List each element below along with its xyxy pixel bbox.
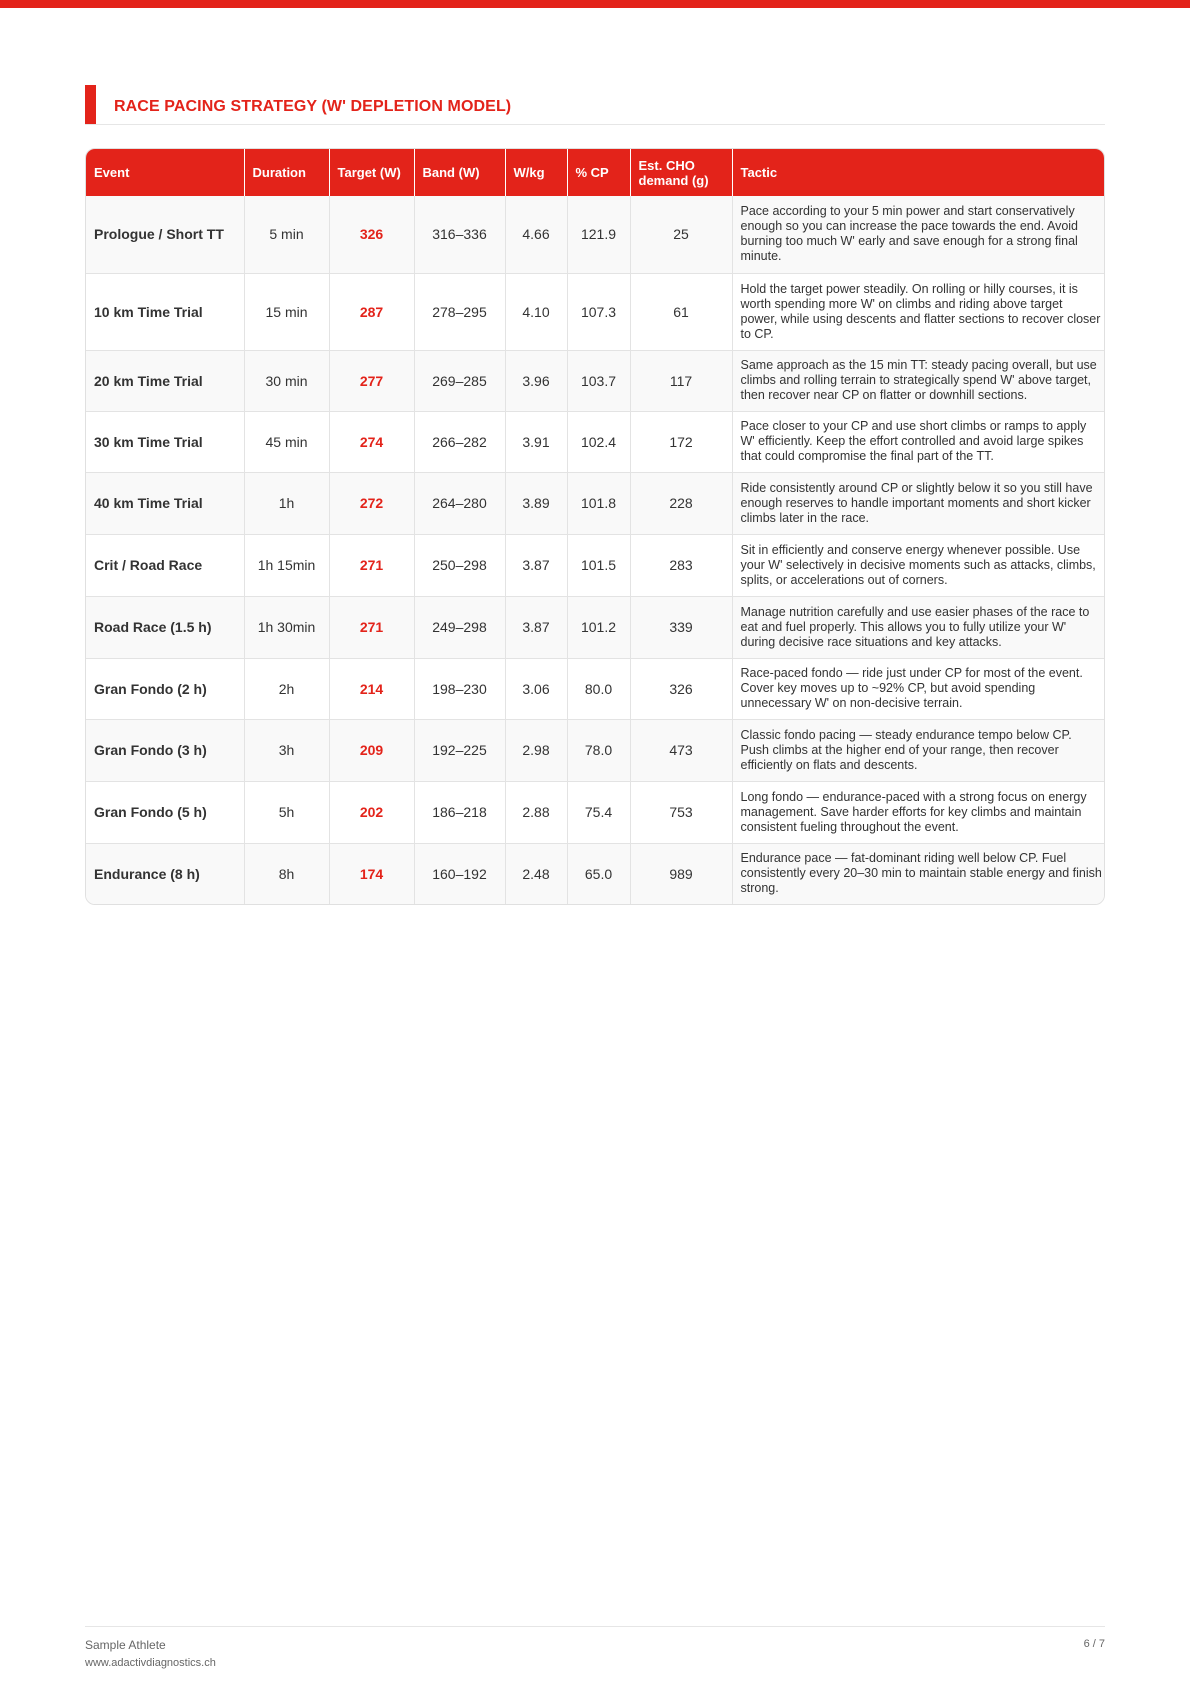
cell-cp: 102.4: [567, 411, 630, 472]
table-row: [86, 411, 1105, 472]
table-row: [86, 534, 1105, 596]
cell-tactic: Manage nutrition carefully and use easier phases of the race to eat and fuel properly. This allows you to fully utilize your W' during decisive race situations and key attacks.: [732, 596, 1105, 658]
pacing-table-container: [85, 148, 1105, 905]
cell-target: 287: [329, 273, 414, 350]
cell-band: 250–298: [414, 534, 505, 596]
cell-tactic: Race-paced fondo — ride just under CP for most of the event. Cover key moves up to ~92% CP, but avoid spending unnecessary W' on non-decisive terrain.: [732, 658, 1105, 719]
cell-target: 174: [329, 843, 414, 904]
cell-target: 271: [329, 596, 414, 658]
header-target: Target (W): [329, 149, 414, 196]
cell-tactic: Long fondo — endurance-paced with a strong focus on energy management. Save harder efforts for key climbs and maintain consistent fueling throughout the event.: [732, 781, 1105, 843]
table-row: [86, 781, 1105, 843]
table-row: [86, 596, 1105, 658]
cell-event: Prologue / Short TT: [86, 196, 244, 273]
cell-duration: 1h 15min: [244, 534, 329, 596]
cell-cho: 326: [630, 658, 732, 719]
header-row: [86, 149, 1105, 196]
cell-cho: 339: [630, 596, 732, 658]
cell-cp: 101.2: [567, 596, 630, 658]
cell-duration: 1h 30min: [244, 596, 329, 658]
cell-event: 30 km Time Trial: [86, 411, 244, 472]
cell-cp: 101.8: [567, 472, 630, 534]
cell-event: Gran Fondo (3 h): [86, 719, 244, 781]
table-row: [86, 350, 1105, 411]
cell-band: 278–295: [414, 273, 505, 350]
cell-band: 269–285: [414, 350, 505, 411]
section-title: RACE PACING STRATEGY (W' DEPLETION MODEL): [114, 98, 512, 115]
cell-band: 186–218: [414, 781, 505, 843]
cell-wkg: 3.87: [505, 596, 567, 658]
cell-band: 266–282: [414, 411, 505, 472]
cell-wkg: 3.96: [505, 350, 567, 411]
table-row: [86, 196, 1105, 273]
cell-cho: 228: [630, 472, 732, 534]
cell-band: 249–298: [414, 596, 505, 658]
cell-band: 264–280: [414, 472, 505, 534]
cell-tactic: Sit in efficiently and conserve energy whenever possible. Use your W' selectively in decisive moments such as attacks, climbs, splits, or accelerations out of corners.: [732, 534, 1105, 596]
cell-duration: 2h: [244, 658, 329, 719]
cell-tactic: Ride consistently around CP or slightly below it so you still have enough reserves to handle important moments and short kicker climbs later in the race.: [732, 472, 1105, 534]
cell-cp: 80.0: [567, 658, 630, 719]
cell-band: 192–225: [414, 719, 505, 781]
cell-tactic: Classic fondo pacing — steady endurance tempo below CP. Push climbs at the higher end of your range, then recover efficiently on flats and descents.: [732, 719, 1105, 781]
cell-duration: 8h: [244, 843, 329, 904]
cell-target: 214: [329, 658, 414, 719]
section-header: [85, 85, 1105, 125]
cell-target: 271: [329, 534, 414, 596]
cell-duration: 1h: [244, 472, 329, 534]
cell-cho: 283: [630, 534, 732, 596]
cell-wkg: 4.66: [505, 196, 567, 273]
pacing-table: [86, 149, 1105, 904]
table-header: [86, 149, 1105, 196]
table-row: [86, 719, 1105, 781]
table-row: [86, 843, 1105, 904]
cell-tactic: Hold the target power steadily. On rolling or hilly courses, it is worth spending more W' on climbs and riding above target power, while using descents and flatter sections to recover closer to CP.: [732, 273, 1105, 350]
cell-cho: 61: [630, 273, 732, 350]
cell-tactic: Pace according to your 5 min power and start conservatively enough so you can increase the pace towards the end. Avoid burning too much W' early and save enough for a strong final minute.: [732, 196, 1105, 273]
cell-event: Gran Fondo (5 h): [86, 781, 244, 843]
cell-band: 316–336: [414, 196, 505, 273]
cell-wkg: 4.10: [505, 273, 567, 350]
cell-wkg: 2.48: [505, 843, 567, 904]
cell-duration: 5 min: [244, 196, 329, 273]
cell-event: 10 km Time Trial: [86, 273, 244, 350]
cell-target: 277: [329, 350, 414, 411]
cell-cp: 78.0: [567, 719, 630, 781]
cell-event: Gran Fondo (2 h): [86, 658, 244, 719]
table-row: [86, 658, 1105, 719]
top-accent-bar: [0, 0, 1190, 8]
cell-tactic: Same approach as the 15 min TT: steady pacing overall, but use climbs and rolling terrain to strategically spend W' above target, then recover near CP on flatter or downhill sections.: [732, 350, 1105, 411]
cell-cp: 121.9: [567, 196, 630, 273]
cell-event: Road Race (1.5 h): [86, 596, 244, 658]
header-wkg: W/kg: [505, 149, 567, 196]
cell-target: 274: [329, 411, 414, 472]
cell-cho: 117: [630, 350, 732, 411]
cell-duration: 45 min: [244, 411, 329, 472]
cell-cp: 65.0: [567, 843, 630, 904]
footer-divider: [85, 1626, 1105, 1627]
cell-wkg: 3.87: [505, 534, 567, 596]
cell-cp: 101.5: [567, 534, 630, 596]
cell-cp: 107.3: [567, 273, 630, 350]
cell-event: 20 km Time Trial: [86, 350, 244, 411]
footer-website: www.adactivdiagnostics.ch: [85, 1657, 216, 1669]
cell-target: 202: [329, 781, 414, 843]
cell-wkg: 2.88: [505, 781, 567, 843]
cell-cho: 25: [630, 196, 732, 273]
table-row: [86, 273, 1105, 350]
header-cp: % CP: [567, 149, 630, 196]
cell-duration: 3h: [244, 719, 329, 781]
cell-wkg: 3.89: [505, 472, 567, 534]
cell-band: 198–230: [414, 658, 505, 719]
table-row: [86, 472, 1105, 534]
cell-cho: 473: [630, 719, 732, 781]
cell-event: Endurance (8 h): [86, 843, 244, 904]
header-event: Event: [86, 149, 244, 196]
header-band: Band (W): [414, 149, 505, 196]
cell-wkg: 3.06: [505, 658, 567, 719]
header-cho: Est. CHO demand (g): [630, 149, 732, 196]
cell-duration: 15 min: [244, 273, 329, 350]
cell-duration: 30 min: [244, 350, 329, 411]
cell-cho: 989: [630, 843, 732, 904]
footer-page-number: 6 / 7: [1083, 1638, 1105, 1650]
cell-event: 40 km Time Trial: [86, 472, 244, 534]
cell-wkg: 3.91: [505, 411, 567, 472]
cell-cp: 103.7: [567, 350, 630, 411]
cell-band: 160–192: [414, 843, 505, 904]
cell-wkg: 2.98: [505, 719, 567, 781]
cell-tactic: Endurance pace — fat-dominant riding well below CP. Fuel consistently every 20–30 min to maintain stable energy and finish strong.: [732, 843, 1105, 904]
cell-target: 272: [329, 472, 414, 534]
cell-cp: 75.4: [567, 781, 630, 843]
footer-athlete-name: Sample Athlete: [85, 1638, 166, 1652]
cell-target: 209: [329, 719, 414, 781]
cell-target: 326: [329, 196, 414, 273]
cell-cho: 753: [630, 781, 732, 843]
cell-duration: 5h: [244, 781, 329, 843]
cell-cho: 172: [630, 411, 732, 472]
cell-tactic: Pace closer to your CP and use short climbs or ramps to apply W' efficiently. Keep the effort controlled and avoid large spikes that could compromise the final part of the TT.: [732, 411, 1105, 472]
cell-event: Crit / Road Race: [86, 534, 244, 596]
table-body: [86, 196, 1105, 904]
section-accent-bar: [85, 85, 96, 124]
header-tactic: Tactic: [732, 149, 1105, 196]
header-duration: Duration: [244, 149, 329, 196]
